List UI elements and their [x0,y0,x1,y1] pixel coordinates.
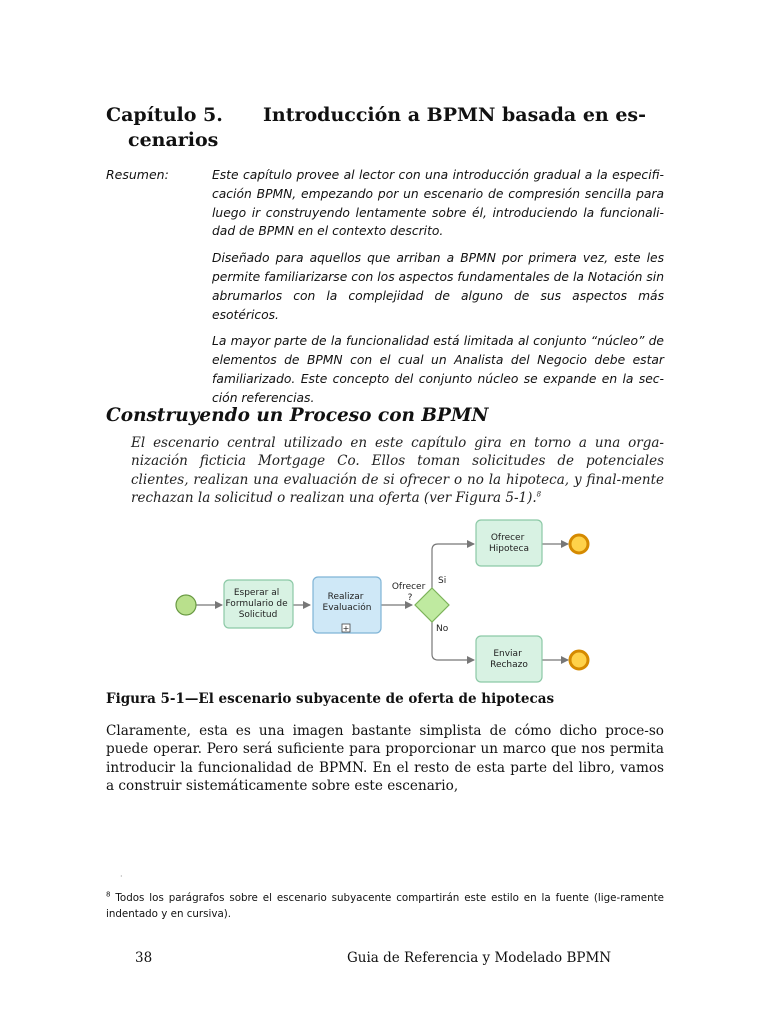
figure-caption: Figura 5-1—El escenario subyacente de oferta de hipotecas [106,691,555,707]
summary-body [212,166,664,416]
task-wait-label: Esperar al Formulario de Solicitud [225,588,288,620]
footnote-text: Todos los parágrafos sobre el escenario subyacente compartirán este estilo en la fuente (lige-ramente indentado y en cursiva). [106,892,664,920]
chapter-title-continuation: cenarios [128,129,219,151]
footnote [106,890,664,922]
end-event-offer [570,535,588,553]
summary-paragraph: La mayor parte de la funcionalidad está limitada al conjunto “núcleo” de elementos de BPMN con el cual un Analista del Negocio debe estar familiarizado. Este concepto del conjunto núcleo se expande en la sec-ción referencias. [212,334,664,405]
scenario-text: El escenario central utilizado en este capítulo gira en torno a una orga-nización ficticia Mortgage Co. Ellos toman solicitudes de potenciales clientes, realizan una evaluación de si ofrecer o no la hipoteca, y final-mente rechazan la solicitud o realizan una oferta (ver Figura 5-1). [131,435,664,507]
branch-yes-label: Si [438,576,447,586]
scenario-paragraph [131,434,664,508]
gateway-question-label: Ofrecer ? [391,582,426,603]
running-footer-title: Guia de Referencia y Modelado BPMN [347,950,612,966]
section-heading: Construyendo un Proceso con BPMN [106,405,489,426]
summary-paragraph: Diseñado para aquellos que arriban a BPMN por primera vez, este les permite familiarizarse con los aspectos fundamentales de la Notación sin abrumarlos con la complejidad de alguno de sus aspectos más esotéricos. [212,251,664,322]
body-paragraph: Claramente, esta es una imagen bastante simplista de cómo dicho proce-so puede operar. Pero será suficiente para proporcionar un marco que nos permita introducir la funcionalidad de BPMN. En el resto de esta parte del libro, vamos a construir sistemáticamente sobre este escenario, [106,723,664,795]
exclusive-gateway [415,588,449,622]
end-event-reject [570,651,588,669]
task-reject-label: Enviar Rechazo [490,649,528,670]
summary-label: Resumen: [106,167,169,182]
task-offer-mortgage [476,520,542,566]
task-offer-label: Ofrecer Hipoteca [488,533,530,554]
summary-paragraph: Este capítulo provee al lector con una introducción gradual a la especifi-cación BPMN, empezando por un escenario de compresión sencilla para luego ir construyendo lentamente sobre él, introduciendo la funcionali-dad de BPMN en el contexto descrito. [212,168,664,239]
chapter-number: Capítulo 5. [106,104,223,126]
subprocess-evaluation-label: Realizar Evaluación [322,592,372,613]
footnote-number: 8 [106,890,111,899]
chapter-title: Introducción a BPMN basada en es- [263,104,647,126]
page-number: 38 [135,950,153,966]
branch-no-label: No [436,624,449,634]
start-event [176,595,196,615]
bpmn-diagram-svg [160,510,620,685]
footnote-reference[interactable]: 8 [536,490,542,499]
bpmn-diagram [160,510,620,685]
task-send-rejection [476,636,542,682]
subprocess-expand-glyph: + [342,624,350,633]
footnote-separator: · [120,872,123,881]
